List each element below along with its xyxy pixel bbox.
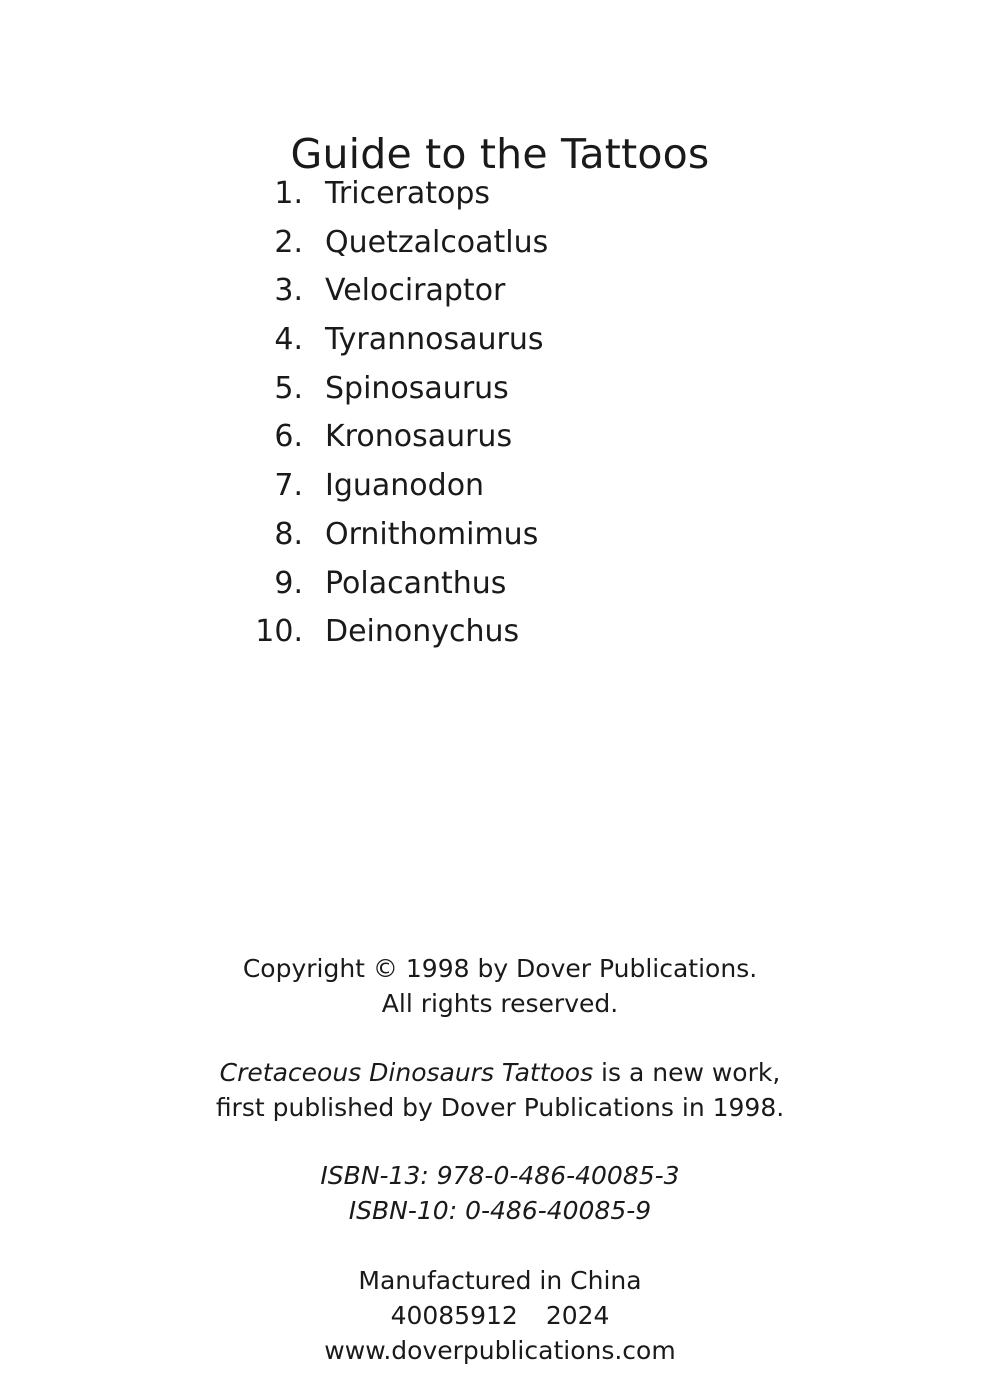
- list-item: [0, 511, 1000, 560]
- list-item-name: Triceratops: [325, 176, 491, 211]
- list-item-name: Deinonychus: [325, 614, 520, 650]
- list-item: [0, 413, 1000, 462]
- list-item: [0, 219, 1000, 268]
- print-code: 40085912: [390, 1301, 518, 1330]
- publication-line-1-rest: is a new work,: [593, 1058, 781, 1087]
- copyright-notice: [0, 951, 1000, 1021]
- list-item: [0, 267, 1000, 316]
- isbn-10: ISBN-10: 0-486-40085-9: [348, 1196, 652, 1225]
- print-code-line: [0, 1298, 1000, 1333]
- list-item-name: Polacanthus: [325, 565, 507, 601]
- list-item: [0, 365, 1000, 414]
- list-item-name: Tyrannosaurus: [325, 322, 544, 358]
- isbn-13: ISBN-13: 978-0-486-40085-3: [320, 1161, 680, 1190]
- list-item-name: Quetzalcoatlus: [325, 224, 549, 260]
- list-item-number: 2.: [274, 224, 303, 260]
- publication-line-2: first published by Dover Publications in 1998.: [215, 1093, 785, 1122]
- publication-notice: [0, 1055, 1000, 1125]
- manufacturing-info: [0, 1263, 1000, 1368]
- manufacturing-origin: Manufactured in China: [358, 1266, 642, 1295]
- page-title: Guide to the Tattoos: [290, 130, 710, 179]
- work-title: Cretaceous Dinosaurs Tattoos: [219, 1058, 594, 1087]
- list-item-number: 9.: [274, 565, 303, 601]
- list-item-number: 5.: [274, 370, 303, 406]
- print-year: 2024: [545, 1301, 610, 1330]
- list-item-number: 3.: [274, 273, 303, 309]
- list-item: [0, 316, 1000, 365]
- list-item-number: 4.: [274, 322, 303, 358]
- list-item-number: 1.: [274, 176, 303, 211]
- list-item-name: Velociraptor: [325, 273, 506, 309]
- list-item-number: 8.: [274, 516, 303, 552]
- list-item-number: 10.: [255, 614, 303, 650]
- rights-line: All rights reserved.: [381, 989, 619, 1018]
- list-item-number: 7.: [274, 468, 303, 504]
- publication-line-1: [0, 1055, 1000, 1090]
- list-item-name: Spinosaurus: [325, 370, 509, 406]
- list-item: [0, 560, 1000, 609]
- list-item-name: Iguanodon: [325, 468, 485, 504]
- list-item-name: Ornithomimus: [325, 516, 539, 552]
- isbn-block: [0, 1158, 1000, 1228]
- copyright-line: Copyright © 1998 by Dover Publications.: [242, 954, 758, 983]
- list-item: [0, 608, 1000, 657]
- list-item: [0, 462, 1000, 511]
- tattoo-list: [0, 170, 1000, 657]
- list-item-number: 6.: [274, 419, 303, 455]
- list-item: [0, 170, 1000, 219]
- website-link[interactable]: www.doverpublications.com: [324, 1336, 676, 1365]
- list-item-name: Kronosaurus: [325, 419, 513, 455]
